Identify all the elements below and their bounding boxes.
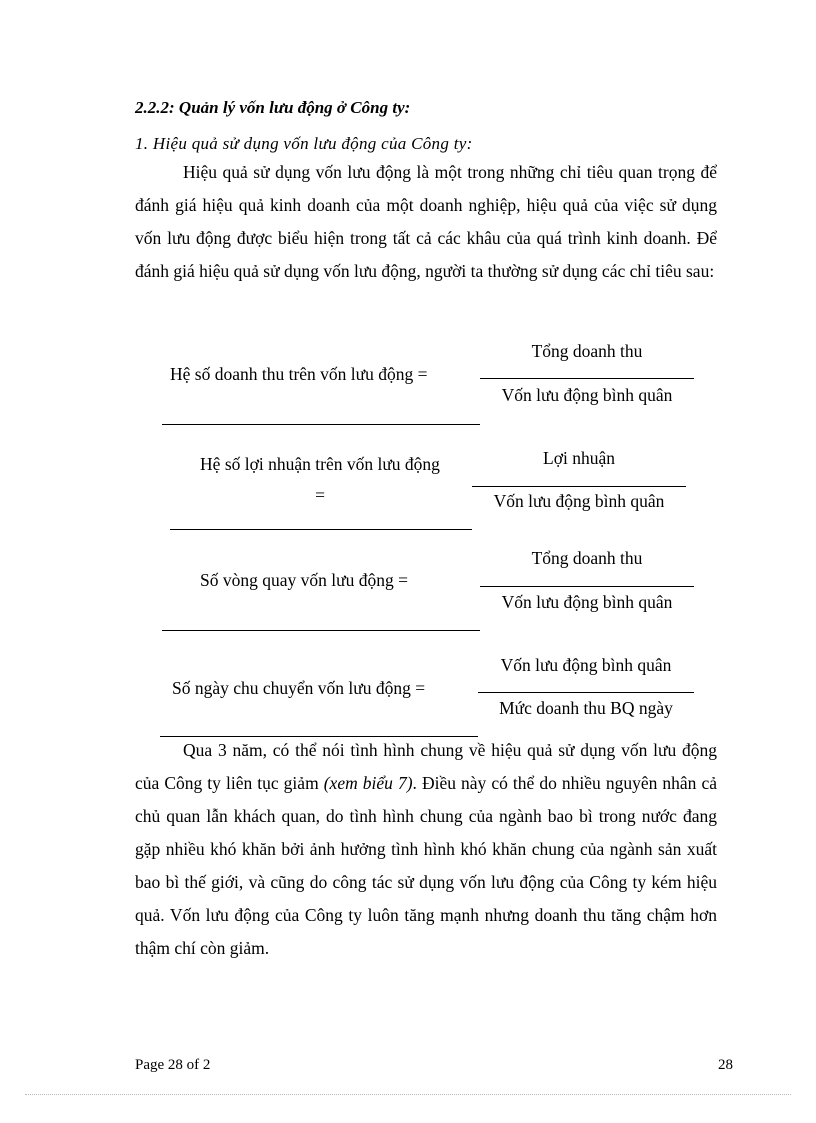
formula-1-denominator: Vốn lưu động bình quân	[501, 385, 673, 405]
formula-4-denominator: Mức doanh thu BQ ngày	[499, 698, 673, 718]
formula-1-label: Hệ số doanh thu trên vốn lưu động =	[170, 364, 428, 384]
footer-page-label: Page 28 of 2	[135, 1057, 211, 1073]
analysis-text-before: Qua 3 năm, có thể nói tình hình chung về hiệu quả sử dụng vốn lưu động của Công ty liên tục giảm	[135, 740, 717, 793]
formula-2-label-line2: =	[315, 485, 325, 505]
formula-1-fraction-bar	[480, 378, 694, 379]
footer-page-number: 28	[718, 1057, 733, 1073]
formula-4-fraction-bar	[478, 692, 694, 693]
analysis-text-after: . Điều này có thể do nhiều nguyên nhân cả chủ quan lẫn khách quan, do tình hình chung của ngành bao bì trong nước đang gặp nhiều khó khăn bởi ảnh hưởng tình hình khó khăn chung của ngành sản xuất bao bì thế giới, và cũng do công tác sử dụng vốn lưu động của Công ty kém hiệu quả. Vốn lưu động của Công ty luôn tăng mạnh nhưng doanh thu tăng chậm hơn thậm chí còn giảm.	[135, 773, 717, 958]
intro-paragraph: Hiệu quả sử dụng vốn lưu động là một trong những chỉ tiêu quan trọng để đánh giá hiệu quả kinh doanh của một doanh nghiệp, hiệu quả của việc sử dụng vốn lưu động được biểu hiện trong tất cả các khâu của quá trình kinh doanh. Để đánh giá hiệu quả sử dụng vốn lưu động, người ta thường sử dụng các chỉ tiêu sau:	[135, 162, 717, 281]
formula-2-label-line1: Hệ số lợi nhuận trên vốn lưu động	[200, 454, 440, 474]
formula-2-fraction-bar	[472, 486, 686, 487]
subsection-heading: 1. Hiệu quả sử dụng vốn lưu động của Công ty:	[135, 134, 473, 153]
formula-1-numerator: Tổng doanh thu	[531, 341, 643, 361]
formula-4-label: Số ngày chu chuyển vốn lưu động =	[172, 678, 426, 698]
formula-1-separator	[162, 424, 480, 425]
chart-reference: (xem biểu 7)	[323, 773, 413, 793]
formula-3-label: Số vòng quay vốn lưu động =	[200, 570, 408, 590]
formula-3-denominator: Vốn lưu động bình quân	[501, 592, 673, 612]
formula-2-separator	[170, 529, 472, 530]
formula-3-fraction-bar	[480, 586, 694, 587]
section-heading: 2.2.2: Quản lý vốn lưu động ở Công ty:	[135, 98, 411, 117]
analysis-paragraph	[135, 734, 717, 965]
formula-4-numerator: Vốn lưu động bình quân	[500, 655, 672, 675]
formula-2-numerator: Lợi nhuận	[543, 448, 615, 468]
page-bottom-border	[25, 1094, 791, 1095]
formula-3-numerator: Tổng doanh thu	[531, 548, 643, 568]
formula-2-denominator: Vốn lưu động bình quân	[493, 491, 665, 511]
formula-3-separator	[162, 630, 480, 631]
